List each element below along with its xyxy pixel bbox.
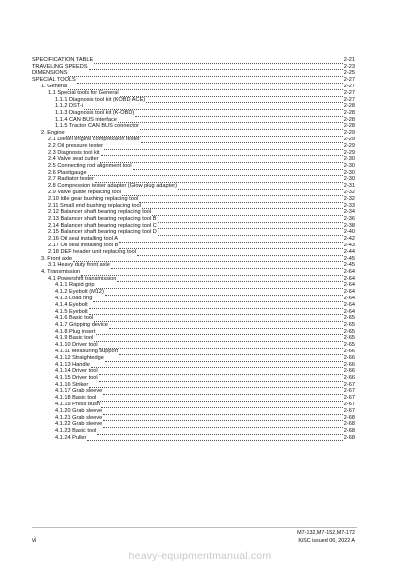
toc-leader-dots <box>158 217 343 223</box>
toc-entry[interactable] <box>32 130 355 137</box>
toc-entry-title: 2.2 Oil pressure tester <box>48 143 104 150</box>
toc-entry-title: 4.1.14 Driver tool <box>55 368 98 375</box>
toc-leader-dots <box>87 436 342 442</box>
toc-entry-page: 2-27 <box>343 90 355 97</box>
toc-leader-dots <box>103 389 343 395</box>
toc-entry[interactable] <box>32 176 355 183</box>
toc-entry[interactable] <box>32 388 355 395</box>
toc-entry-title: DIMENSIONS <box>32 70 68 77</box>
toc-leader-dots <box>77 78 343 84</box>
toc-entry[interactable] <box>32 84 355 91</box>
toc-entry[interactable] <box>32 209 355 216</box>
toc-entry-title: 2.16 Oil seal installing tool A <box>48 235 118 242</box>
toc-entry-title: 2.17 Oil seal installing tool B <box>48 242 119 249</box>
toc-entry-title: 4.1.2 Eyebolt (M12) <box>55 288 104 295</box>
toc-entry-title: 4.1.3 Load ring <box>55 295 93 302</box>
toc-entry-title: 1.1.1 Diagnosis tool kit (KOBD ACE) <box>55 96 146 103</box>
toc-leader-dots <box>119 350 343 356</box>
toc-entry-page: 2-64 <box>343 308 355 315</box>
toc-leader-dots <box>133 164 343 170</box>
toc-entry-title: 1.1.2 DST-i <box>55 103 83 110</box>
toc-entry-title: 4.1.13 Handle <box>55 361 90 368</box>
toc-entry[interactable] <box>32 156 355 163</box>
toc-entry-page: 2-65 <box>343 315 355 322</box>
toc-entry-title: 4.1 Powershift transmission <box>48 275 117 282</box>
toc-entry[interactable] <box>32 282 355 289</box>
toc-leader-dots <box>89 303 343 309</box>
toc-entry-page: 2-29 <box>343 136 355 143</box>
toc-leader-dots <box>93 297 342 303</box>
toc-leader-dots <box>99 376 343 382</box>
toc-entry-page: 2-36 <box>343 216 355 222</box>
toc-entry-title: 3. Front axle <box>41 255 73 262</box>
toc-entry-page: 2-45 <box>343 262 355 269</box>
toc-leader-dots <box>158 224 343 230</box>
toc-entry-page: 2-66 <box>343 368 355 375</box>
toc-entry[interactable] <box>32 276 355 283</box>
toc-entry-title: 4.1.12 Straightedge <box>55 355 104 362</box>
toc-leader-dots <box>103 416 343 422</box>
toc-entry-page: 2-66 <box>343 375 355 381</box>
toc-leader-dots <box>122 191 343 197</box>
toc-entry-page: 2-30 <box>343 156 355 163</box>
toc-entry-page: 2-29 <box>343 129 355 136</box>
toc-leader-dots <box>103 422 343 428</box>
toc-entry[interactable] <box>32 117 355 124</box>
toc-entry-title: 2.6 Plastigauge <box>48 169 87 176</box>
toc-entry-title: SPECIFICATION TABLE <box>32 57 94 63</box>
toc-entry-title: 4.1.4 Eyebolt <box>55 302 88 309</box>
toc-entry-title: 4.1.17 Grab sleeve <box>55 388 103 395</box>
toc-entry-page: 2-32 <box>343 196 355 203</box>
toc-entry-title: 4.1.15 Driver tool <box>55 375 98 381</box>
toc-leader-dots <box>105 356 343 362</box>
toc-leader-dots <box>158 230 343 236</box>
table-of-contents <box>32 57 355 441</box>
toc-entry-title: 2.18 DEF header unit replacing tool <box>48 249 137 256</box>
toc-entry-title: 2.7 Radiator tester <box>48 176 95 183</box>
toc-entry-page: 2-64 <box>343 275 355 282</box>
toc-entry-page: 2-28 <box>343 116 355 123</box>
toc-entry-title: 4.1.23 Basic tool <box>55 428 97 434</box>
toc-entry-title: TRAVELING SPEEDS <box>32 63 88 70</box>
toc-entry-title: 2.15 Balancer shaft bearing replacing tool D <box>48 229 157 236</box>
toc-leader-dots <box>94 336 343 342</box>
toc-entry-page: 2-64 <box>343 295 355 302</box>
toc-leader-dots <box>89 383 343 389</box>
toc-leader-dots <box>111 263 343 269</box>
toc-entry-title: 4.1.10 Driver tool <box>55 341 98 348</box>
toc-entry-page: 2-43 <box>343 242 355 249</box>
toc-entry-title: 4.1.22 Grab sleeve <box>55 421 103 428</box>
toc-entry-page: 2-67 <box>343 401 355 408</box>
toc-entry-title: 4. Transmission <box>41 269 81 275</box>
toc-leader-dots <box>117 277 342 283</box>
toc-entry[interactable] <box>32 103 355 110</box>
toc-entry-title: 4.1.6 Basic tool <box>55 315 94 322</box>
toc-leader-dots <box>96 283 343 289</box>
toc-entry-title: 2.11 Small end bushing replacing tool <box>48 202 141 209</box>
toc-entry-title: 4.1.16 Striker <box>55 381 89 388</box>
toc-leader-dots <box>73 257 343 263</box>
toc-entry-page: 2-33 <box>343 202 355 209</box>
footer-models: M7-132,M7-152,M7-172 <box>297 530 355 536</box>
toc-leader-dots <box>101 403 343 409</box>
toc-entry[interactable] <box>32 229 355 236</box>
toc-entry[interactable] <box>32 110 355 117</box>
footer-info <box>297 530 355 545</box>
toc-entry[interactable] <box>32 216 355 223</box>
toc-entry-title: 2.8 Compression tester adapter (Glow plug adapter) <box>48 182 178 189</box>
toc-leader-dots <box>142 204 343 210</box>
toc-entry[interactable] <box>32 57 355 64</box>
toc-entry[interactable] <box>32 236 355 243</box>
toc-leader-dots <box>99 343 343 349</box>
toc-entry-page: 2-66 <box>343 361 355 368</box>
toc-entry-title: 1.1.3 Diagnosis tool kit (K-OBD) <box>55 110 135 116</box>
toc-entry-title: 2.3 Diagnosis tool kit <box>48 149 100 156</box>
toc-entry-page: 2-27 <box>343 83 355 90</box>
toc-entry-title: 4.1.9 Basic tool <box>55 335 94 342</box>
toc-entry-page: 2-66 <box>343 355 355 362</box>
toc-entry-page: 2-45 <box>343 255 355 262</box>
toc-leader-dots <box>118 118 343 124</box>
toc-entry[interactable] <box>32 349 355 356</box>
toc-entry[interactable] <box>32 315 355 322</box>
toc-leader-dots <box>104 144 343 150</box>
toc-entry-title: 4.1.11 Measuring support <box>55 348 119 355</box>
toc-entry-page: 2-29 <box>343 143 355 150</box>
toc-entry-title: SPECIAL TOOLS <box>32 76 76 83</box>
toc-entry-title: 1.1.5 Tractor CAN BUS connector <box>55 123 139 130</box>
toc-leader-dots <box>89 65 343 71</box>
toc-entry[interactable] <box>32 183 355 190</box>
toc-entry[interactable] <box>32 170 355 177</box>
toc-entry-title: 4.1.5 Eyebolt <box>55 308 88 315</box>
toc-entry[interactable] <box>32 137 355 144</box>
toc-entry-page: 2-67 <box>343 394 355 401</box>
toc-entry-title: 4.1.24 Puller <box>55 434 87 441</box>
toc-entry-page: 2-65 <box>343 335 355 342</box>
footer-issue: KiSC issued 06, 2022 A <box>298 537 355 544</box>
toc-entry-page: 2-25 <box>343 70 355 77</box>
toc-entry[interactable] <box>32 415 355 422</box>
toc-entry[interactable] <box>32 97 355 104</box>
toc-entry[interactable] <box>32 296 355 303</box>
toc-leader-dots <box>97 396 342 402</box>
toc-entry-page: 2-68 <box>343 428 355 434</box>
toc-entry-page: 2-27 <box>343 76 355 83</box>
toc-entry-page: 2-27 <box>343 96 355 103</box>
toc-entry-page: 2-67 <box>343 381 355 388</box>
toc-entry[interactable] <box>32 143 355 150</box>
toc-entry-page: 2-28 <box>343 110 355 116</box>
toc-entry[interactable] <box>32 362 355 369</box>
toc-entry[interactable] <box>32 203 355 210</box>
toc-entry-page: 2-68 <box>343 414 355 421</box>
toc-leader-dots <box>68 71 342 77</box>
toc-entry-title: 2.9 Valve guide replacing tool <box>48 189 121 196</box>
toc-entry[interactable] <box>32 335 355 342</box>
toc-leader-dots <box>152 210 343 216</box>
toc-entry-page: 2-64 <box>343 269 355 275</box>
toc-entry-page: 2-66 <box>343 348 355 355</box>
toc-leader-dots <box>101 151 343 157</box>
page-number: vi <box>32 538 37 544</box>
toc-leader-dots <box>109 323 343 329</box>
toc-entry-title: 4.1.20 Grab sleeve <box>55 408 103 415</box>
toc-entry[interactable] <box>32 249 355 256</box>
toc-leader-dots <box>105 290 343 296</box>
toc-entry-title: 1.1 Special tools for General <box>48 90 119 97</box>
toc-entry-title: 4.1.18 Basic tool <box>55 394 97 401</box>
toc-entry-page: 2-28 <box>343 103 355 110</box>
toc-entry-page: 2-68 <box>343 434 355 441</box>
toc-entry[interactable] <box>32 322 355 329</box>
toc-entry[interactable] <box>32 190 355 197</box>
toc-entry[interactable] <box>32 395 355 402</box>
toc-entry[interactable] <box>32 428 355 435</box>
toc-entry-page: 2-32 <box>343 189 355 196</box>
toc-entry[interactable] <box>32 382 355 389</box>
toc-entry-page: 2-23 <box>343 63 355 70</box>
toc-entry[interactable] <box>32 421 355 428</box>
toc-entry[interactable] <box>32 243 355 250</box>
toc-entry[interactable] <box>32 150 355 157</box>
toc-entry-page: 2-31 <box>343 182 355 189</box>
toc-entry-page: 2-68 <box>343 421 355 428</box>
toc-leader-dots <box>96 330 342 336</box>
toc-entry[interactable] <box>32 77 355 84</box>
toc-entry[interactable] <box>32 223 355 230</box>
toc-entry[interactable] <box>32 123 355 130</box>
toc-entry[interactable] <box>32 342 355 349</box>
toc-leader-dots <box>139 197 343 203</box>
toc-leader-dots <box>88 171 343 177</box>
toc-leader-dots <box>94 58 343 64</box>
toc-leader-dots <box>146 98 343 104</box>
toc-leader-dots <box>91 363 343 369</box>
toc-entry[interactable] <box>32 262 355 269</box>
toc-leader-dots <box>119 244 343 250</box>
toc-entry-page: 2-64 <box>343 302 355 309</box>
toc-leader-dots <box>97 429 342 435</box>
toc-entry[interactable] <box>32 302 355 309</box>
toc-entry-title: 2.5 Connecting rod alignment tool <box>48 163 132 169</box>
toc-entry-page: 2-21 <box>343 57 355 63</box>
toc-entry[interactable] <box>32 408 355 415</box>
toc-entry[interactable] <box>32 196 355 203</box>
toc-entry-page: 2-29 <box>343 149 355 156</box>
toc-entry-page: 2-30 <box>343 163 355 169</box>
toc-leader-dots <box>141 138 343 144</box>
toc-entry[interactable] <box>32 90 355 97</box>
toc-entry[interactable] <box>32 163 355 170</box>
toc-entry-title: 4.1.7 Gripping device <box>55 322 108 328</box>
toc-entry[interactable] <box>32 355 355 362</box>
toc-entry[interactable] <box>32 64 355 71</box>
toc-entry-title: 1. General <box>41 83 68 90</box>
toc-entry[interactable] <box>32 289 355 296</box>
toc-entry-title: 2.13 Balancer shaft bearing replacing tool B <box>48 216 157 222</box>
toc-entry[interactable] <box>32 70 355 77</box>
toc-entry-page: 2-30 <box>343 176 355 183</box>
toc-entry-page: 2-34 <box>343 209 355 216</box>
toc-entry[interactable] <box>32 329 355 336</box>
toc-entry[interactable] <box>32 435 355 442</box>
toc-leader-dots <box>99 369 343 375</box>
toc-entry-page: 2-65 <box>343 328 355 335</box>
toc-entry-title: 4.1.8 Plug insert <box>55 328 96 335</box>
toc-entry-page: 2-64 <box>343 288 355 295</box>
toc-entry[interactable] <box>32 368 355 375</box>
toc-leader-dots <box>100 157 343 163</box>
toc-entry-page: 2-42 <box>343 235 355 242</box>
toc-entry-title: 4.1.1 Rapid grip <box>55 282 95 289</box>
toc-entry-title: 2.12 Balancer shaft bearing replacing tool <box>48 209 152 216</box>
toc-leader-dots <box>140 124 343 130</box>
toc-leader-dots <box>120 91 343 97</box>
toc-leader-dots <box>81 270 343 276</box>
toc-entry-page: 2-38 <box>343 222 355 229</box>
toc-entry-page: 2-65 <box>343 322 355 328</box>
toc-entry-title: 2.14 Balancer shaft bearing replacing tool C <box>48 222 157 229</box>
toc-entry-page: 2-65 <box>343 341 355 348</box>
toc-entry-title: 1.1.4 CAN BUS interface <box>55 116 117 123</box>
toc-entry-title: 4.1.21 Grab sleeve <box>55 414 103 421</box>
footer-divider <box>32 527 357 528</box>
toc-entry-page: 2-67 <box>343 408 355 415</box>
toc-entry-page: 2-40 <box>343 229 355 236</box>
toc-entry[interactable] <box>32 375 355 382</box>
toc-entry[interactable] <box>32 309 355 316</box>
toc-leader-dots <box>178 184 343 190</box>
toc-entry[interactable] <box>32 402 355 409</box>
toc-entry-title: 2.4 Valve seat cutter <box>48 156 99 163</box>
toc-leader-dots <box>103 409 343 415</box>
toc-entry-page: 2-67 <box>343 388 355 395</box>
toc-entry-title: 2.1 Diesel engine compression tester <box>48 136 141 143</box>
toc-leader-dots <box>94 316 343 322</box>
toc-entry-page: 2-30 <box>343 169 355 176</box>
toc-leader-dots <box>137 250 343 256</box>
toc-entry-title: 2. Engine <box>41 129 65 136</box>
toc-leader-dots <box>135 111 343 117</box>
toc-entry[interactable] <box>32 256 355 263</box>
watermark: heavy-equipmentmanual.com <box>128 550 272 562</box>
toc-entry-title: 2.10 Idle gear bushing replacing tool <box>48 196 139 203</box>
toc-entry[interactable] <box>32 269 355 276</box>
toc-entry-page: 2-64 <box>343 282 355 289</box>
toc-entry-page: 2-28 <box>343 123 355 130</box>
toc-entry-page: 2-44 <box>343 249 355 256</box>
toc-entry-title: 3.1 Heavy duty front axle <box>48 262 110 269</box>
toc-entry-title: 4.1.19 Press bush <box>55 401 101 408</box>
toc-leader-dots <box>119 237 343 243</box>
toc-leader-dots <box>89 310 343 316</box>
